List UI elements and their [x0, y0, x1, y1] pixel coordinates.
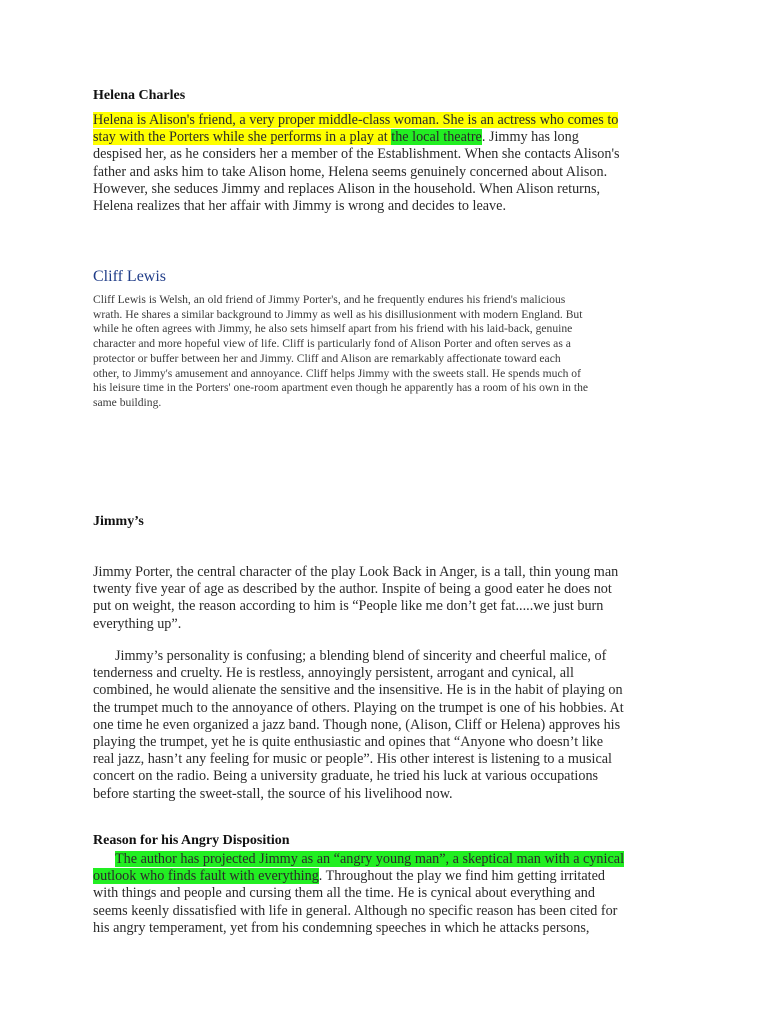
- jimmy-p2-line: the trumpet much to the annoyance of others. Playing on the trumpet is one of his hobbies. At: [93, 699, 624, 716]
- jimmy-p1-line: everything up”.: [93, 615, 182, 632]
- reason-line-4: seems keenly dissatisfied with life in general. Although no specific reason has been cited for: [93, 902, 618, 919]
- reason-line-2a: outlook who finds fault with everything: [93, 868, 319, 885]
- jimmy-p2-line: tenderness and cruelty. He is restless, annoyingly persistent, arrogant and cynical, all: [93, 665, 574, 682]
- jimmy-p1-line: twenty five year of age as described by the author. Inspite of being a good eater he does not: [93, 581, 612, 598]
- jimmy-p2-line: real jazz, hasn’t any feeling for music or people”. His other interest is listening to a musical: [93, 751, 613, 768]
- cliff-line: wrath. He shares a similar background to Jimmy as well as his disillusionment with modern England. But: [93, 307, 583, 321]
- reason-line-5: his angry temperament, yet from his condemning speeches in which he attacks persons,: [93, 919, 590, 936]
- cliff-line: same building.: [93, 395, 162, 409]
- jimmy-p2-line: playing the trumpet, yet he is quite enthusiastic and opines that “Anyone who doesn’t like: [93, 734, 603, 751]
- reason-line-3: with things and people and cursing them all the time. He is cynical about everything and: [93, 885, 595, 902]
- jimmy-p2-line: one time he even organized a jazz band. Though none, (Alison, Cliff or Helena) approves his: [93, 716, 621, 733]
- reason-paragraph: [93, 851, 683, 937]
- jimmy-p1-line: Jimmy Porter, the central character of the play Look Back in Anger, is a tall, thin young man: [93, 564, 619, 580]
- helena-line-2c: . Jimmy has long: [481, 129, 579, 146]
- helena-paragraph: [93, 112, 683, 215]
- jimmy-p1-line: put on weight, the reason according to him is “People like me don’t get fat.....we just burn: [93, 598, 604, 615]
- reason-line-1: The author has projected Jimmy as an “angry young man”, a skeptical man with a cynical: [115, 851, 625, 867]
- helena-line-5: However, she seduces Jimmy and replaces Alison in the household. When Alison returns,: [93, 180, 601, 197]
- cliff-line: his leisure time in the Porters' one-room apartment even though he apparently has a room of his own in the: [93, 381, 589, 395]
- jimmy-p2-line: Jimmy’s personality is confusing; a blending blend of sincerity and cheerful malice, of: [115, 648, 607, 664]
- jimmy-heading: Jimmy’s: [93, 514, 144, 529]
- jimmy-p2-line: combined, he would alienate the sensitive and the insensitive. He is in the habit of playing on: [93, 682, 623, 699]
- cliff-line: character and more hopeful view of life. Cliff is particularly fond of Alison Porter and often serves as a: [93, 337, 571, 351]
- cliff-line: protector or buffer between her and Jimmy. Cliff and Alison are remarkably affectionate toward each: [93, 351, 561, 365]
- cliff-heading: Cliff Lewis: [93, 268, 167, 285]
- jimmy-paragraph-2: [93, 648, 683, 803]
- reason-heading: Reason for his Angry Disposition: [93, 833, 290, 848]
- helena-line-6: Helena realizes that her affair with Jimmy is wrong and decides to leave.: [93, 198, 506, 215]
- helena-line-2b: the local theatre: [391, 129, 482, 146]
- helena-heading: Helena Charles: [93, 88, 186, 103]
- helena-line-1: Helena is Alison's friend, a very proper middle-class woman. She is an actress who comes to: [93, 112, 619, 128]
- cliff-line: other, to Jimmy's amusement and annoyance. Cliff helps Jimmy with the sweets stall. He spends much of: [93, 366, 581, 380]
- jimmy-paragraph-1: [93, 564, 683, 633]
- reason-line-2b: . Throughout the play we find him getting irritated: [318, 868, 605, 885]
- helena-line-2a: stay with the Porters while she performs in a play at: [93, 129, 392, 146]
- helena-line-3: despised her, as he considers her a member of the Establishment. When she contacts Alison's: [93, 146, 620, 163]
- cliff-paragraph: [93, 293, 683, 411]
- jimmy-p2-line: before starting the sweet-stall, the source of his livelihood now.: [93, 785, 453, 802]
- cliff-line: Cliff Lewis is Welsh, an old friend of Jimmy Porter's, and he frequently endures his friend's malicious: [93, 293, 566, 306]
- jimmy-p2-line: concert on the radio. Being a university graduate, he tried his luck at various occupations: [93, 768, 599, 785]
- cliff-line: while he often agrees with Jimmy, he also sets himself apart from his friend with his laid-back, genuine: [93, 322, 573, 336]
- helena-line-4: father and asks him to take Alison home, Helena seems genuinely concerned about Alison.: [93, 163, 608, 180]
